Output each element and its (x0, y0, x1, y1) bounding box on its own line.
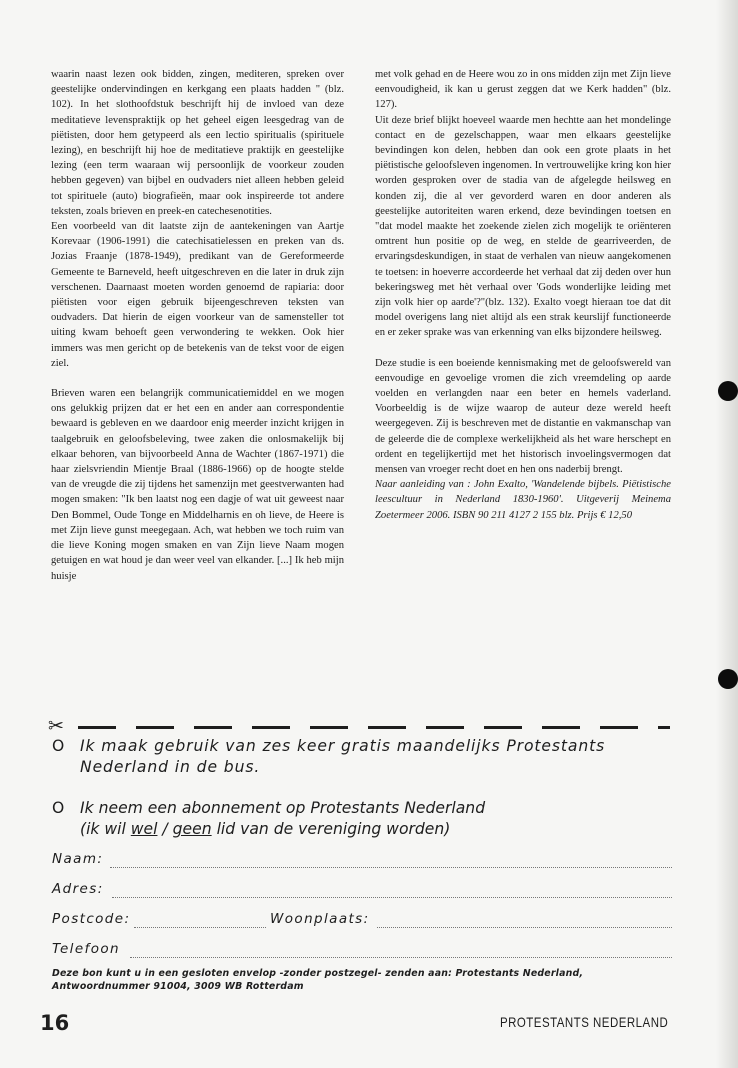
magazine-name: PROTESTANTS NEDERLAND (499, 1014, 668, 1030)
scissors-icon: ✂ (48, 716, 64, 737)
book-source-note: Naar aanleiding van : John Exalto, 'Wandelende bijbels. Piëtistische leescultuur in Nederland 1830-1960'. Uitgeverij Meinema Zoetermeer 2006. ISBN 90 211 4127 2 155 blz. Prijs € 12,50 (375, 479, 671, 521)
paragraph: Deze studie is een boeiende kennismaking met de geloofswereld van eenvoudige en gevoelige vromen die zich vreemdeling op aarde voelden en verlangden naar een beter en hemels vaderland. Voorbeeldig is de wijze waarop de auteur deze wereld heeft weergegeven. Zij is beschreven met de distantie en vakmanschap van de geleerde die de complexe werkelijkheid als het ware herschept en ordent en tegelijkertijd met het historisch invoelingsvermogen dat mensen van vroeger recht doet en hen ons naderbij brengt. (375, 357, 671, 476)
choice-wel[interactable]: wel (130, 820, 158, 838)
dashed-divider (78, 726, 670, 729)
postcode-city-field[interactable] (52, 911, 672, 931)
binder-hole (718, 669, 738, 689)
cut-line (48, 715, 670, 735)
option-label-post: lid van de vereniging worden) (211, 820, 451, 838)
phone-input-line[interactable] (130, 957, 672, 958)
postcode-label: Postcode: (52, 911, 131, 927)
paragraph: met volk gehad en de Heere wou zo in ons midden zijn met Zijn lieve eenvoudigheid, ik kan u gerust zeggen dat we Kerk hadden" (blz. 127). (375, 69, 671, 111)
postcode-input-line[interactable] (134, 927, 266, 928)
page-number: 16 (40, 1011, 70, 1035)
name-label: Naam: (52, 851, 104, 867)
option-label-line1: Ik neem een abonnement op Protestants Nederland (80, 799, 486, 817)
choice-geen[interactable]: geen (172, 820, 212, 838)
city-input-line[interactable] (377, 927, 672, 928)
paragraph: Brieven waren een belangrijk communicatiemiddel en we mogen ons gelukkig prijzen dat er het een en ander aan correspondentie bewaard is gebleven en we daardoor enig meerder inzicht krijgen in taalgebruik en geloofsbeleving, twee zaken die onlosmakelijk bij elkaar behoren, van bijvoorbeeld Anna de Wachter (1867-1971) die haar zielsvriendin Mientje Braal (1886-1966) op de hoogte stelde van de vreugde die zij tijdens het samenzijn met geestverwanten had mogen smaken: "Ik ben laatst nog een dagje of wat uit geweest naar Den Bommel, Oude Tonge en Middelharnis en oh lieve, de Heere is met Zijn lieve gunst meegegaan. Ach, wat hebben we toch ruim van die lieve Koning mogen smaken en van Zijn lieve Naam mogen getuigen en wat houd je dan weer veel van elkander. [...] Ik heb mijn huisje (51, 388, 344, 582)
article-right-column (375, 67, 671, 523)
option-label-pre: (ik wil (80, 820, 131, 838)
option-label: Ik maak gebruik van zes keer gratis maandelijks Protestants Nederland in de bus. (80, 737, 606, 776)
option-label (52, 798, 672, 840)
name-field[interactable] (52, 851, 672, 871)
phone-label: Telefoon (52, 941, 120, 957)
binder-hole (718, 381, 738, 401)
address-field[interactable] (52, 881, 672, 901)
phone-field[interactable] (52, 941, 672, 961)
paragraph: waarin naast lezen ook bidden, zingen, mediteren, spreken over geestelijke ondervindingen en kerkgang een plaats hadden " (blz. 102). In het slothoofdstuk beschrijft hij de invloed van deze meditatieve levenspraktijk op het geheel eigen leesgedrag van de piëtisten, door hem getypeerd als een lectio spiritualis (spirituele lezing), en beschrijft hij hoe de meditatieve praktijk en geestelijke lezing (een term waaraan wij persoonlijk de voorkeur zouden hebben gegeven) van bijbel en oudvaders niet alleen hebben geleid tot spirituele (auto) biografieën, maar ook inspireerde tot andere teksten, zoals brieven en preek-en catechesenotities. (51, 69, 344, 217)
name-input-line[interactable] (110, 867, 672, 868)
mailing-instructions: Deze bon kunt u in een gesloten envelop -zonder postzegel- zenden aan: Protestants Nederland, Antwoordnummer 91004, 3009 WB Rotterdam (52, 968, 584, 992)
article-left-column (51, 67, 344, 584)
city-label: Woonplaats: (270, 911, 370, 927)
address-label: Adres: (52, 881, 104, 897)
checkbox-circle-icon[interactable]: O (52, 799, 65, 817)
paragraph: Uit deze brief blijkt hoeveel waarde men hechtte aan het mondelinge contact en de gezelschappen, waar men elkaars geestelijke bevindingen kon delen, hebben dan ook een grote plaats in het piëtistische geloofsleven ingenomen. In vertrouwelijke kring kon hier worden gesproken over de stadia van de afgelegde heilsweg en konden zij, die al ver gevorderd waren en door anderen als geestelijke autoriteiten waren erkend, deze bevindingen toetsen en "dat model maakte het zoekende zielen zich mogelijk te oriënteren omtrent hun positie op de weg, en stelde de gearriveerden, de ervaringsdeskundigen, in staat de verhalen van nieuw aangekomenen te toetsen: in hoeverre accordeerde het verhaal dat zij deden over hun bekeringsweg met hèt verhaal over 'Gods wonderlijke leiding met zijn volk hier op aarde'?"(blz. 132). Exalto voegt hieraan toe dat dit model overigens lang niet altijd als een strak keurslijf functioneerde en er zeker sprake was van erkenning van elks bijzondere heilsweg. (375, 114, 671, 339)
checkbox-circle-icon[interactable]: O (52, 737, 66, 755)
paragraph: Een voorbeeld van dit laatste zijn de aantekeningen van Aartje Korevaar (1906-1991) die catechisatielessen en preken van ds. Jozias Fraanje (1878-1949), predikant van de Gereformeerde Gemeente te Barneveld, heeft uitgeschreven en die later in druk zijn verschenen. Daarnaast moeten worden genoemd de rapiaria: door piëtisten voor eigen gebruik bijeengeschreven teksten van oudvaders. Dat hierin de eigen voorkeur van de samensteller tot uiting kwam behoeft geen verwondering te wekken. Ook hier immers was men gericht op de betekenis van de tekst voor de eigen ziel. (51, 221, 344, 369)
choice-separator: / (157, 820, 173, 838)
page-edge-shadow (716, 0, 738, 1068)
address-input-line[interactable] (112, 897, 672, 898)
option-free-trial[interactable] (52, 736, 672, 778)
option-subscription[interactable] (52, 798, 672, 840)
